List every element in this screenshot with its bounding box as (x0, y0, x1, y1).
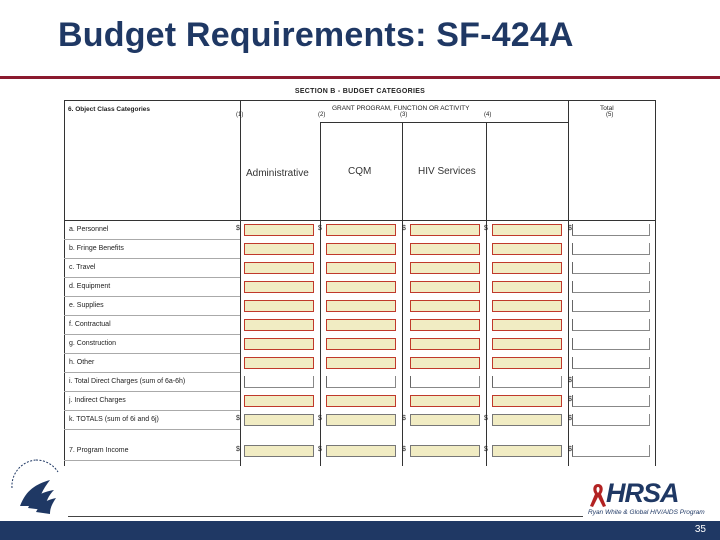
row-label: f. Contractual (69, 321, 111, 328)
budget-input-cell[interactable] (410, 262, 480, 274)
dollar-sign: $ (236, 225, 240, 232)
dollar-sign: $ (568, 377, 572, 384)
budget-input-cell[interactable] (244, 338, 314, 350)
form-right-border (655, 100, 656, 466)
dollar-sign: $ (402, 415, 406, 422)
budget-input-cell[interactable] (244, 414, 314, 426)
budget-input-cell[interactable] (244, 281, 314, 293)
title-divider (0, 76, 720, 79)
page-number: 35 (694, 524, 706, 535)
budget-input-cell[interactable] (492, 262, 562, 274)
total-cell[interactable] (572, 357, 650, 369)
budget-input-cell[interactable] (244, 395, 314, 407)
row-rule (64, 372, 240, 373)
budget-input-cell[interactable] (326, 445, 396, 457)
row-rule (64, 353, 240, 354)
column-number-3: (3) (400, 112, 408, 118)
dollar-sign: $ (236, 446, 240, 453)
row-label: 7. Program Income (69, 447, 129, 454)
red-ribbon-icon (588, 482, 608, 508)
dollar-sign: $ (568, 415, 572, 422)
hrsa-logo (584, 478, 716, 518)
dollar-sign: $ (484, 415, 488, 422)
dollar-sign: $ (568, 396, 572, 403)
budget-input-cell[interactable] (326, 376, 396, 388)
budget-input-cell[interactable] (410, 357, 480, 369)
col-divider-5 (568, 100, 569, 466)
row-rule (64, 315, 240, 316)
budget-input-cell[interactable] (410, 445, 480, 457)
hrsa-subtitle: Ryan White & Global HIV/AIDS Program (588, 509, 705, 516)
row-rule (64, 391, 240, 392)
dollar-sign: $ (568, 225, 572, 232)
grant-header-rule (320, 122, 568, 123)
budget-input-cell[interactable] (326, 224, 396, 236)
object-class-header: 6. Object Class Categories (68, 106, 151, 113)
row-label: h. Other (69, 359, 95, 366)
row-rule (64, 460, 240, 461)
budget-input-cell[interactable] (410, 414, 480, 426)
budget-input-cell[interactable] (410, 300, 480, 312)
total-cell[interactable] (572, 300, 650, 312)
total-cell[interactable] (572, 262, 650, 274)
budget-input-cell[interactable] (326, 262, 396, 274)
total-cell[interactable] (572, 376, 650, 388)
row-label: k. TOTALS (sum of 6i and 6j) (69, 416, 159, 423)
budget-input-cell[interactable] (326, 319, 396, 331)
row-label: i. Total Direct Charges (sum of 6a-6h) (69, 378, 186, 385)
budget-input-cell[interactable] (492, 376, 562, 388)
budget-input-cell[interactable] (492, 357, 562, 369)
dollar-sign: $ (402, 446, 406, 453)
row-rule (64, 429, 240, 430)
grant-program-header: GRANT PROGRAM, FUNCTION OR ACTIVITY (332, 105, 470, 112)
total-cell[interactable] (572, 414, 650, 426)
footer-bar (0, 521, 720, 540)
budget-input-cell[interactable] (244, 243, 314, 255)
hrsa-wordmark: HRSA (606, 478, 679, 508)
row-rule (64, 296, 240, 297)
form-section-title: SECTION B - BUDGET CATEGORIES (294, 88, 426, 95)
budget-input-cell[interactable] (492, 281, 562, 293)
footer-divider (68, 516, 583, 517)
column-number-2: (2) (318, 112, 326, 118)
row-label: c. Travel (69, 264, 96, 271)
row-label: d. Equipment (69, 283, 111, 290)
column-number-5: (5) (606, 112, 614, 118)
sf424a-form-image (64, 86, 656, 466)
budget-input-cell[interactable] (244, 319, 314, 331)
column-number-1: (1) (236, 112, 244, 118)
budget-input-cell[interactable] (244, 262, 314, 274)
row-label: a. Personnel (69, 226, 109, 233)
budget-input-cell[interactable] (492, 414, 562, 426)
budget-input-cell[interactable] (492, 395, 562, 407)
row-rule (64, 334, 240, 335)
total-cell[interactable] (572, 281, 650, 293)
total-cell[interactable] (572, 243, 650, 255)
row-label: b. Fringe Benefits (69, 245, 124, 252)
column-label-cqm: CQM (348, 166, 372, 177)
budget-input-cell[interactable] (326, 395, 396, 407)
dollar-sign: $ (318, 446, 322, 453)
row-label: e. Supplies (69, 302, 104, 309)
budget-input-cell[interactable] (410, 319, 480, 331)
dollar-sign: $ (568, 446, 572, 453)
budget-input-cell[interactable] (326, 300, 396, 312)
row-rule (64, 410, 240, 411)
budget-input-cell[interactable] (492, 445, 562, 457)
dollar-sign: $ (484, 225, 488, 232)
budget-input-cell[interactable] (326, 357, 396, 369)
budget-input-cell[interactable] (244, 376, 314, 388)
total-cell[interactable] (572, 395, 650, 407)
total-cell[interactable] (572, 338, 650, 350)
budget-input-cell[interactable] (244, 224, 314, 236)
dollar-sign: $ (318, 225, 322, 232)
budget-input-cell[interactable] (326, 243, 396, 255)
budget-input-cell[interactable] (410, 395, 480, 407)
column-label-administrative: Administrative (246, 168, 309, 179)
total-cell[interactable] (572, 445, 650, 457)
row-rule (64, 277, 240, 278)
budget-input-cell[interactable] (410, 281, 480, 293)
budget-input-cell[interactable] (492, 300, 562, 312)
budget-input-cell[interactable] (410, 224, 480, 236)
total-cell[interactable] (572, 319, 650, 331)
dollar-sign: $ (484, 446, 488, 453)
budget-input-cell[interactable] (492, 319, 562, 331)
row-label: g. Construction (69, 340, 117, 347)
budget-input-cell[interactable] (410, 376, 480, 388)
row-rule (64, 239, 240, 240)
slide-title: Budget Requirements: SF-424A (58, 16, 574, 54)
budget-input-cell[interactable] (410, 338, 480, 350)
budget-input-cell[interactable] (410, 243, 480, 255)
col-divider-1 (240, 100, 241, 466)
budget-input-cell[interactable] (244, 357, 314, 369)
dollar-sign: $ (236, 415, 240, 422)
hhs-seal-icon (6, 450, 66, 516)
row-rule (64, 258, 240, 259)
budget-input-cell[interactable] (492, 243, 562, 255)
dollar-sign: $ (402, 225, 406, 232)
total-header: Total (600, 105, 614, 112)
budget-input-cell[interactable] (326, 338, 396, 350)
budget-input-cell[interactable] (326, 414, 396, 426)
budget-input-cell[interactable] (244, 445, 314, 457)
budget-input-cell[interactable] (492, 224, 562, 236)
budget-input-cell[interactable] (326, 281, 396, 293)
budget-input-cell[interactable] (244, 300, 314, 312)
budget-input-cell[interactable] (492, 338, 562, 350)
row-label: j. Indirect Charges (69, 397, 126, 404)
column-number-4: (4) (484, 112, 492, 118)
total-cell[interactable] (572, 224, 650, 236)
form-left-border (64, 100, 65, 466)
dollar-sign: $ (318, 415, 322, 422)
column-label-hiv-services: HIV Services (418, 166, 476, 177)
